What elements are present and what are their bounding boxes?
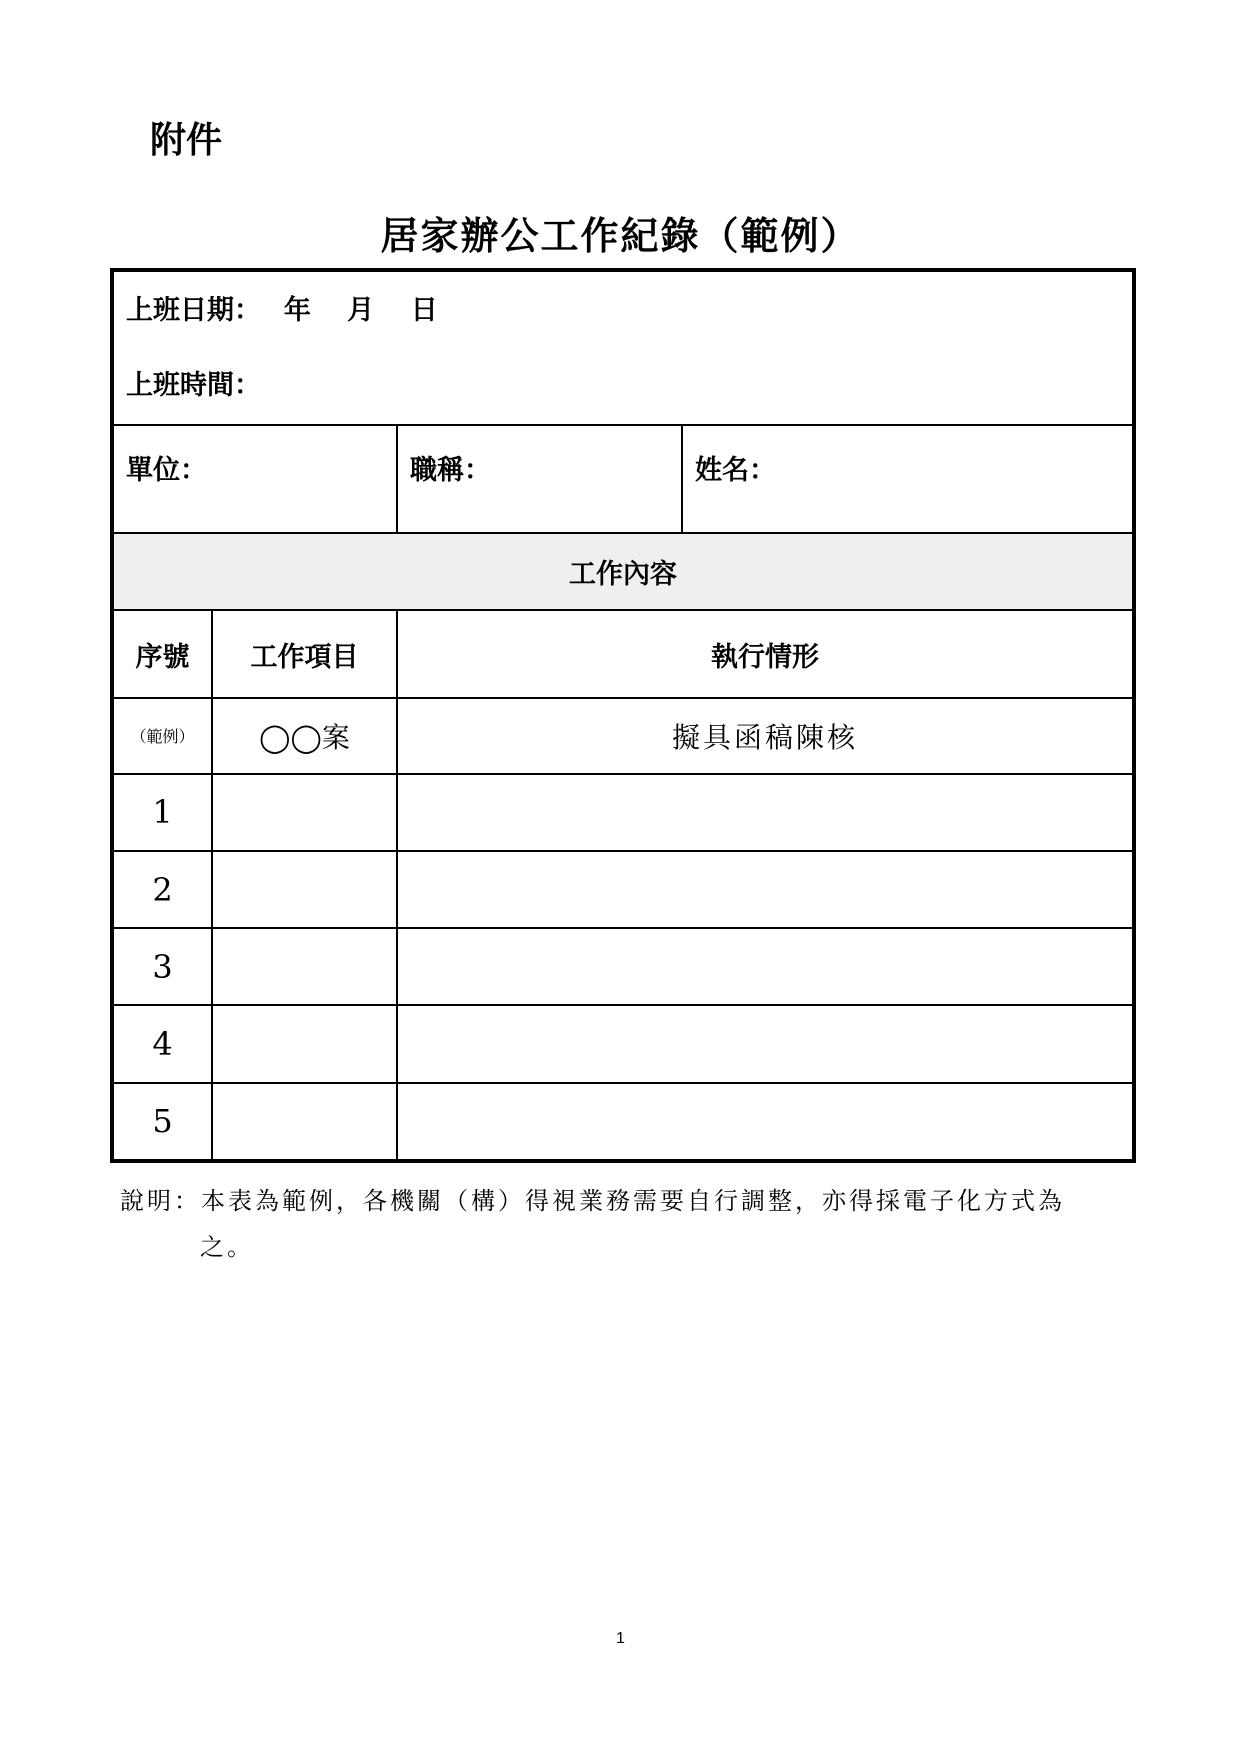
- note-line-2: 之。: [200, 1233, 254, 1261]
- row-item-cell[interactable]: [212, 1005, 397, 1082]
- column-header-item: 工作項目: [212, 610, 397, 697]
- example-item: ◯◯案: [212, 698, 397, 774]
- row-item-cell[interactable]: [212, 928, 397, 1005]
- table-row: [112, 774, 1134, 851]
- note: [120, 1178, 1130, 1270]
- page-number: 1: [616, 1630, 625, 1647]
- row-status-cell[interactable]: [397, 1005, 1134, 1082]
- job-title-label: 職稱：: [410, 455, 491, 487]
- row-seq: 4: [112, 1005, 212, 1082]
- section-title: 工作內容: [112, 533, 1134, 610]
- row-status-cell[interactable]: [397, 851, 1134, 928]
- attachment-label: 附件: [150, 120, 223, 161]
- work-time-label: 上班時間：: [126, 370, 261, 402]
- row-item-cell[interactable]: [212, 774, 397, 851]
- example-status: 擬具函稿陳核: [397, 698, 1134, 774]
- table-row: [112, 1005, 1134, 1082]
- table-row: [112, 1083, 1134, 1161]
- name-field[interactable]: [682, 425, 1134, 533]
- table-row: [112, 851, 1134, 928]
- row-seq: 1: [112, 774, 212, 851]
- table-row: [112, 928, 1134, 1005]
- work-record-form: [110, 268, 1136, 1163]
- example-seq: （範例）: [112, 698, 212, 774]
- row-item-cell[interactable]: [212, 1083, 397, 1161]
- column-header-seq: 序號: [112, 610, 212, 697]
- page-title: 居家辦公工作紀錄（範例）: [380, 214, 861, 258]
- job-title-field[interactable]: [397, 425, 682, 533]
- column-header-status: 執行情形: [397, 610, 1134, 697]
- row-seq: 3: [112, 928, 212, 1005]
- work-date-label: 上班日期： 年 月 日: [126, 295, 438, 327]
- row-seq: 2: [112, 851, 212, 928]
- name-label: 姓名：: [695, 455, 776, 487]
- note-line-1: 說明：本表為範例，各機關（構）得視業務需要自行調整，亦得採電子化方式為: [120, 1187, 1065, 1215]
- unit-field[interactable]: [112, 425, 397, 533]
- row-status-cell[interactable]: [397, 1083, 1134, 1161]
- row-status-cell[interactable]: [397, 774, 1134, 851]
- row-seq: 5: [112, 1083, 212, 1161]
- row-item-cell[interactable]: [212, 851, 397, 928]
- row-status-cell[interactable]: [397, 928, 1134, 1005]
- unit-label: 單位：: [126, 455, 207, 487]
- date-time-cell: [112, 270, 1134, 425]
- example-row: [112, 698, 1134, 774]
